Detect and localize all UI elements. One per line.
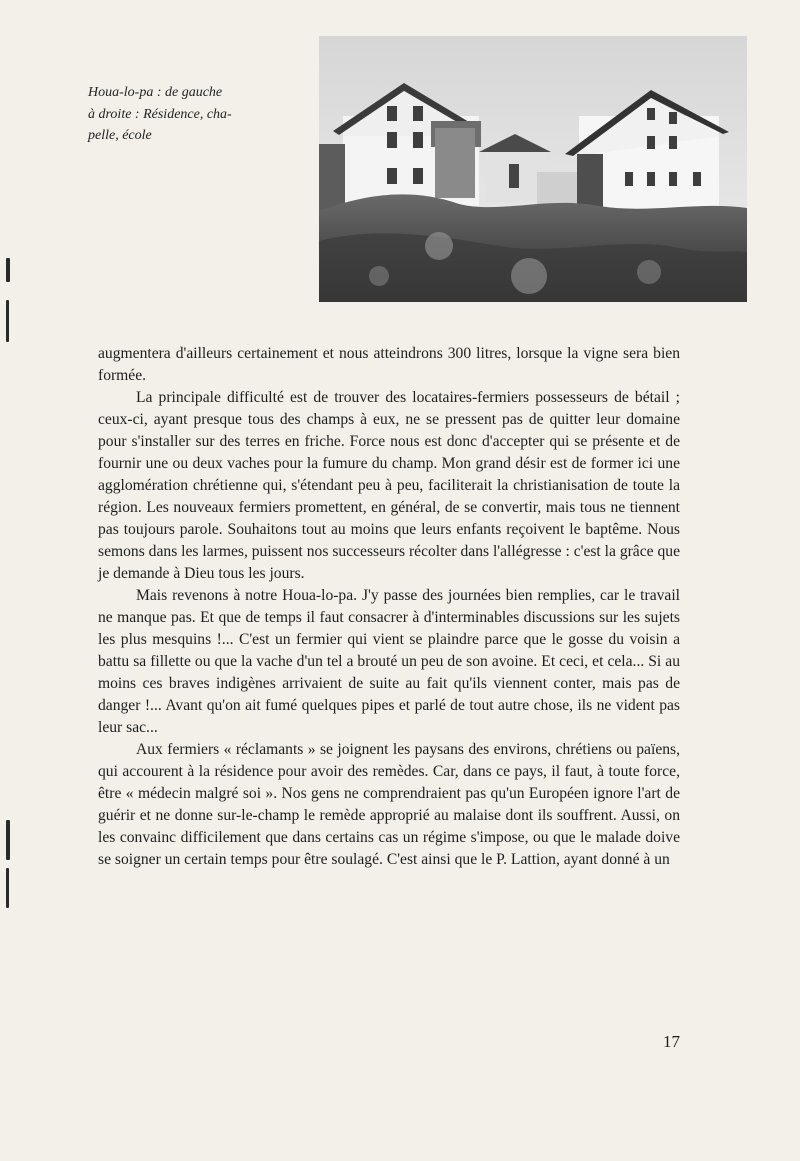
scan-edge-mark [6,868,9,908]
caption-line: à droite : Résidence, cha- [88,106,232,122]
paragraph: Mais revenons à notre Houa-lo-pa. J'y passe des journées bien remplies, car le travail ne manque pas. Et que de temps il faut consacrer à d'interminables discussions sur les sujets les plus mesquins !... C'est un fermier qui vient se plaindre parce que le gosse du voisin a battu sa fillette ou que la vache d'un tel a brouté un peu de son avoine. Et ceci, et cela... Si au moins ces braves indigènes arrivaient de suite au fait qu'ils viennent conter, mais pas de danger !... Avant qu'on ait fumé quelques pipes et parlé de tout autre chose, ils ne vident pas leur sac... [98,587,680,736]
scan-edge-mark [6,820,10,860]
caption-line: pelle, école [88,128,152,143]
paragraph: augmentera d'ailleurs certainement et nous atteindrons 300 litres, lorsque la vigne sera bien formée. [98,345,680,384]
page-number: 17 [663,1032,680,1051]
scan-edge-mark [6,258,10,282]
scan-edge-mark [6,300,9,342]
body-text [98,343,680,871]
photograph [319,36,747,302]
paragraph: Aux fermiers « réclamants » se joignent les paysans des environs, chrétiens ou païens, qui accourent à la résidence pour avoir des remèdes. Car, dans ce pays, il faut, à toute force, être « médecin malgré soi ». Nos gens ne comprendraient pas qu'un Européen ignore l'art de guérir et ne donne sur-le-champ le remède approprié au malaise dont ils souffrent. Aussi, on les convainc difficilement que dans certains cas un régime s'impose, ou que le malade doive se soigner un certain temps pour être soulagé. C'est ainsi que le P. Lattion, ayant donné à un [98,741,680,868]
paragraph: La principale difficulté est de trouver des locataires-fermiers possesseurs de bétail ; ceux-ci, ayant presque tous des champs à eux, ne se pressent pas de quitter leur domaine pour s'installer sur des terres en friche. Force nous est donc d'accepter qui se présente et de fournir une ou deux vaches pour la fumure du champ. Mon grand désir est de former ici une agglomération chrétienne qui, s'étendant peu à peu, faciliterait la christianisation de toute la région. Les nouveaux fermiers promettent, en général, de se convertir, mais tous ne tiennent pas toujours parole. Souhaitons tout au moins que leurs enfants reçoivent le baptême. Nous semons dans les larmes, puissent nos successeurs récolter dans l'allégresse : c'est la grâce que je demande à Dieu tous les jours. [98,389,680,582]
photograph-buildings-on-hillside-icon [319,36,747,302]
photo-caption [88,82,288,147]
caption-line: Houa-lo-pa : de gauche [88,85,223,100]
